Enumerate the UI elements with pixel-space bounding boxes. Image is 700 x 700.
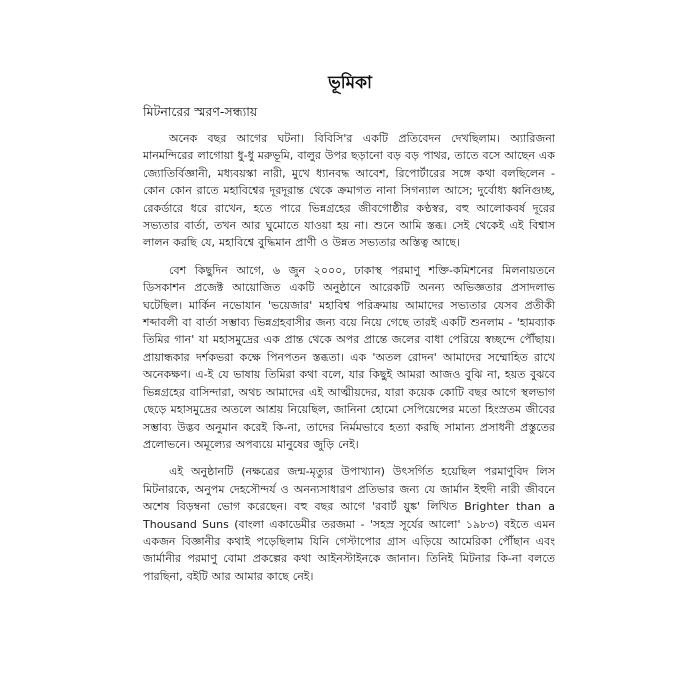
section-subheading: মিটনারের স্মরণ-সন্ধ্যায় [143,104,258,119]
paragraph: বেশ কিছুদিন আগে, ৬ জুন ২০০০, ঢাকাস্থ পরমাণু শক্তি-কমিশনের মিলনায়তনে ডিসকাশন প্রজেক্ট আয়োজিত একটি অনুষ্ঠানে আরেকটি অনন্য অভিজ্ঞতার প্রসাদলাভ ঘটেছিল। মার্কিন নভোযান 'ভয়েজার' মহাবিশ্ব পরিক্রমায় আমাদের সভ্যতার যেসব প্রতীকী শব্দাবলী বা বার্তা সম্ভাব্য ভিন্নগ্রহবাসীর জন্য বয়ে নিয়ে গেছে তারই একটি শুনলাম - 'হামব্যাক তিমির গান' যা মহাসমুদ্রের এক প্রান্ত থেকে অপর প্রান্তে জলের বাধা পেরিয়ে স্বচ্ছন্দে পৌঁছায়। প্রায়ান্ধকার দর্শকভরা কক্ষে পিনপতন স্তব্ধতা। এক 'অতল রোদন' আমাদের সম্মোহিত রাখে অনেকক্ষণ। এ-ই যে ভাষায় তিমিরা কথা বলে, যার কিছুই আমরা আজও বুঝি না, হয়ত বুঝবে ভিন্নগ্রহের বাসিন্দারা, অথচ আমাদের এই আত্মীয়দের, যারা কয়েক কোটি বছর আগে স্থলভাগ ছেড়ে মহাসমুদ্রের অতলে আশ্রয় নিয়েছিল, জানিনা হোমো সেপিয়েন্সের মতো হিংস্রতম জীবের সম্ভাব্য উদ্ভব অনুমান করেই কি-না, তাদের নির্মমভাবে হত্যা করছি সামান্য প্রসাধনী প্রস্তুতের প্রলোভনে। অমূল্যের অপব্যয়ে মানুষের জুড়ি নেই। [143,263,555,451]
paragraph: এই অনুষ্ঠানটি (নক্ষত্রের জন্ম-মৃত্যুর উপাখ্যান) উৎসর্গিত হয়েছিল পরমাণুবিদ লিস মিটনারকে, অনুপম দেহসৌন্দর্য ও অনন্যসাধারণ প্রতিভার জন্য যে জার্মান ইহুদী নারী জীবনে অশেষ বিড়ম্বনা ভোগ করেছেন। বহু বছর আগে 'রবার্ট য়ুঙ্ক' লিখিত Brighter than a Thousand Suns (বাংলা একাডেমীর তরজমা - 'সহস্র সূর্যের আলো' ১৯৮৩) বইতে এমন একজন বিজ্ঞানীর কথাই পড়েছিলাম যিনি গেস্টাপোর গ্রাস এড়িয়ে আমেরিকা পৌঁছান এবং জার্মানীর পরমাণু বোমা প্রকল্পের কথা আইনস্টাইনকে জানান। তিনিই মিটনার কি-না বলতে পারছিনা, বইটি আর আমার কাছে নেই। [143,465,555,583]
paragraph: অনেক বছর আগের ঘটনা। বিবিসি'র একটি প্রতিবেদন দেখছিলাম। অ্যারিজনা মানমন্দিরের লাগোয়া ধু-ধু মরুভূমি, বালুর উপর ছড়ানো বড় বড় পাথর, তাতে বসে আছেন এক জ্যোতির্বিজ্ঞানী, মধ্যবয়স্কা নারী, মুখে ধ্যানবদ্ধ আবেশ, রিপোর্টারের সঙ্গে কথা বলছিলেন - কোন কোন রাতে মহাবিশ্বের দূরদূরান্ত থেকে ক্রমাগত নানা সিগন্যাল আসে; দুর্বোধ্য ধ্বনিগুচ্ছ, রেকর্ডারে ধরে রাখেন, হতে পারে ভিন্নগ্রহের জীবগোষ্ঠীর কণ্ঠস্বর, বহু আলোকবর্ষ দূরের সভ্যতার বার্তা, তখন আর ঘুমোতে যাওয়া হয় না। শুনে আমি স্তব্ধ। সেই থেকেই এই বিশ্বাস লালন করছি যে, মহাবিশ্বে বুদ্ধিমান প্রাণী ও উন্নত সভ্যতার অস্তিত্ব আছে। [143,132,555,250]
body-text [143,130,555,595]
page-heading: ভূমিকা [328,73,372,93]
